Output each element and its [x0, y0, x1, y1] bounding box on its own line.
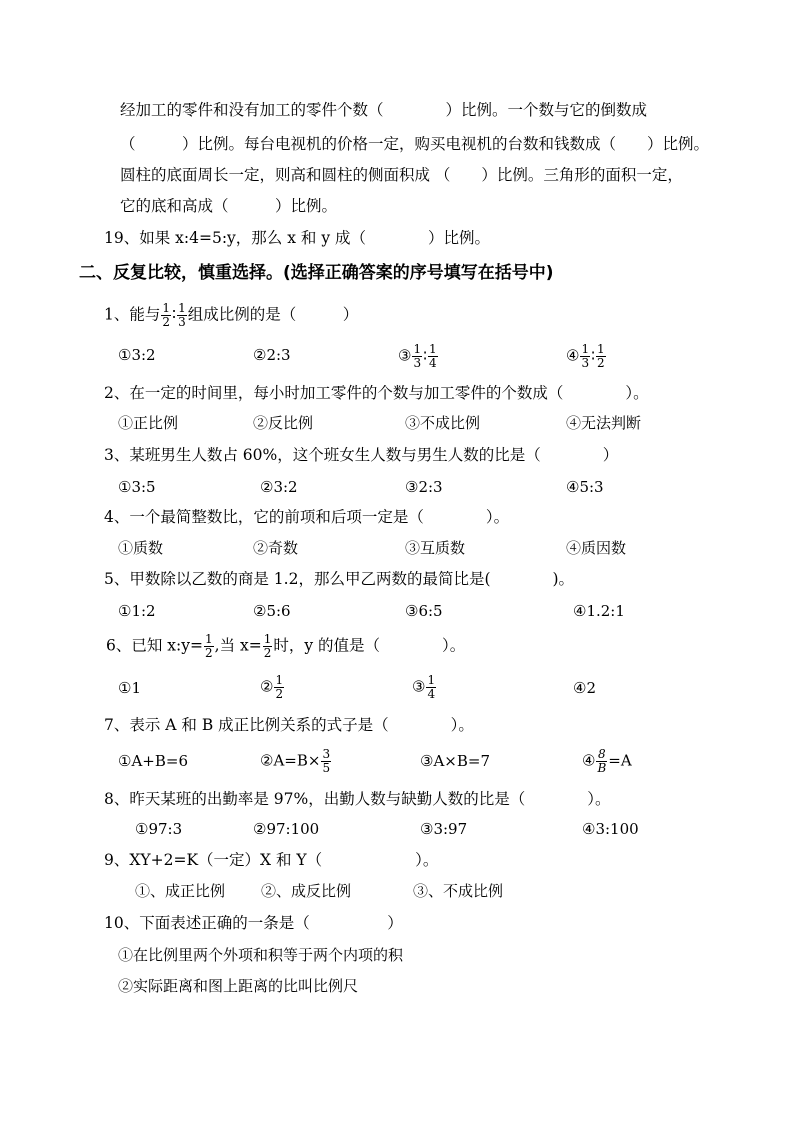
q1-suffix: 组成比例的是（ ）: [187, 305, 359, 324]
question-6: 6、已知 x:y= $\frac{1}{2}$ ,当 x= $\frac{1}{2}$ 时，y 的值是（ ）。: [106, 632, 466, 660]
q7-option-2-fraction: $\frac{3}{5}$: [322, 747, 331, 775]
q3-option-2: ②3:2: [260, 478, 298, 496]
q7-option-4: ④ $\frac{8}{B}$ =A: [582, 747, 632, 775]
q10-option-2: ②实际距离和图上距离的比叫比例尺: [118, 977, 359, 995]
q1-option-1: ①3:2: [118, 346, 156, 364]
q6-option-2-fraction: $\frac{1}{2}$: [275, 673, 284, 701]
question-9: 9、XY+2=K（一定）X 和 Y（ ）。: [104, 851, 439, 869]
intro-line-3: 圆柱的底面周长一定，则高和圆柱的侧面积成 （ ）比例。三角形的面积一定，: [120, 166, 683, 184]
intro-line-1: 经加工的零件和没有加工的零件个数（ ）比例。一个数与它的倒数成: [120, 101, 648, 119]
q1-option-4: ④ $\frac{1}{3}$ ∶ $\frac{1}{2}$: [566, 342, 605, 370]
question-5: 5、甲数除以乙数的商是 1.2，那么甲乙两数的最简比是( )。: [104, 570, 575, 588]
q4-option-1: ①质数: [118, 539, 164, 557]
question-2: 2、在一定的时间里，每小时加工零件的个数与加工零件的个数成（ ）。: [104, 384, 649, 402]
question-4: 4、一个最简整数比，它的前项和后项一定是（ ）。: [104, 508, 510, 526]
q6-option-1: ①1: [118, 679, 141, 697]
q3-option-3: ③2:3: [405, 478, 443, 496]
q5-option-4: ④1.2:1: [573, 602, 625, 620]
q9-option-1: ①、成正比例: [135, 882, 226, 900]
question-19: 19、如果 x:4=5:y，那么 x 和 y 成（ ）比例。: [104, 229, 491, 247]
question-3: 3、某班男生人数占 60%，这个班女生人数与男生人数的比是（ ）: [104, 446, 619, 464]
intro-line-2: （ ）比例。每台电视机的价格一定，购买电视机的台数和钱数成（ ）比例。: [120, 135, 710, 153]
q1-option-2: ②2:3: [253, 346, 291, 364]
q5-option-1: ①1:2: [118, 602, 156, 620]
question-1: [104, 302, 358, 329]
q8-option-4: ④3:100: [582, 820, 639, 838]
q2-option-4: ④无法判断: [566, 414, 642, 432]
q4-option-2: ②奇数: [253, 539, 299, 557]
intro-line-4: 它的底和高成（ ）比例。: [120, 197, 338, 215]
question-7: 7、表示 A 和 B 成正比例关系的式子是（ ）。: [104, 716, 474, 734]
q1-option-3-fraction-a: $\frac{1}{3}$: [413, 342, 422, 370]
q4-option-4: ④质因数: [566, 539, 627, 557]
q3-option-1: ①3:5: [118, 478, 156, 496]
q9-option-3: ③、不成比例: [413, 882, 504, 900]
q7-option-1: ①A+B=6: [118, 752, 188, 770]
question-10: 10、下面表述正确的一条是（ ）: [104, 914, 403, 932]
question-8: 8、昨天某班的出勤率是 97%，出勤人数与缺勤人数的比是（ ）。: [104, 790, 611, 808]
q7-option-3: ③A×B=7: [420, 752, 490, 770]
q1-option-4-fraction-a: $\frac{1}{3}$: [581, 342, 590, 370]
q1-fraction-a: $\frac{1}{2}$: [162, 301, 171, 329]
q6-fraction-xy: $\frac{1}{2}$: [205, 632, 213, 660]
q8-option-2: ②97:100: [253, 820, 320, 838]
q9-option-2: ②、成反比例: [261, 882, 352, 900]
q6-option-2: ② $\frac{1}{2}$: [260, 673, 284, 701]
q1-option-3-fraction-b: $\frac{1}{4}$: [429, 342, 437, 370]
section-heading: 二、反复比较，慎重选择。(选择正确答案的序号填写在括号中): [79, 263, 554, 283]
q1-fraction-b: $\frac{1}{3}$: [178, 301, 186, 329]
q2-option-1: ①正比例: [118, 414, 179, 432]
q6-option-4: ④2: [573, 679, 596, 697]
q8-option-1: ①97:3: [135, 820, 183, 838]
q2-option-2: ②反比例: [253, 414, 314, 432]
q1-option-4-fraction-b: $\frac{1}{2}$: [597, 342, 605, 370]
q2-option-3: ③不成比例: [405, 414, 481, 432]
q6-option-3: ③ $\frac{1}{4}$: [412, 673, 436, 701]
q1-option-3: ③ $\frac{1}{3}$ ∶ $\frac{1}{4}$: [398, 342, 437, 370]
q10-option-1: ①在比例里两个外项和积等于两个内项的积: [118, 946, 404, 964]
q5-option-3: ③6:5: [405, 602, 443, 620]
q4-option-3: ③互质数: [405, 539, 466, 557]
q5-option-2: ②5:6: [253, 602, 291, 620]
q3-option-4: ④5:3: [566, 478, 604, 496]
q8-option-3: ③3:97: [420, 820, 468, 838]
q1-colon: ∶: [172, 305, 177, 324]
q1-prefix: 1、能与: [104, 305, 161, 324]
q6-fraction-x: $\frac{1}{2}$: [263, 632, 272, 660]
q6-option-3-fraction: $\frac{1}{4}$: [427, 673, 436, 701]
q7-option-4-fraction: $\frac{8}{B}$: [597, 747, 607, 775]
q7-option-2: ②A=B× $\frac{3}{5}$: [260, 747, 331, 775]
